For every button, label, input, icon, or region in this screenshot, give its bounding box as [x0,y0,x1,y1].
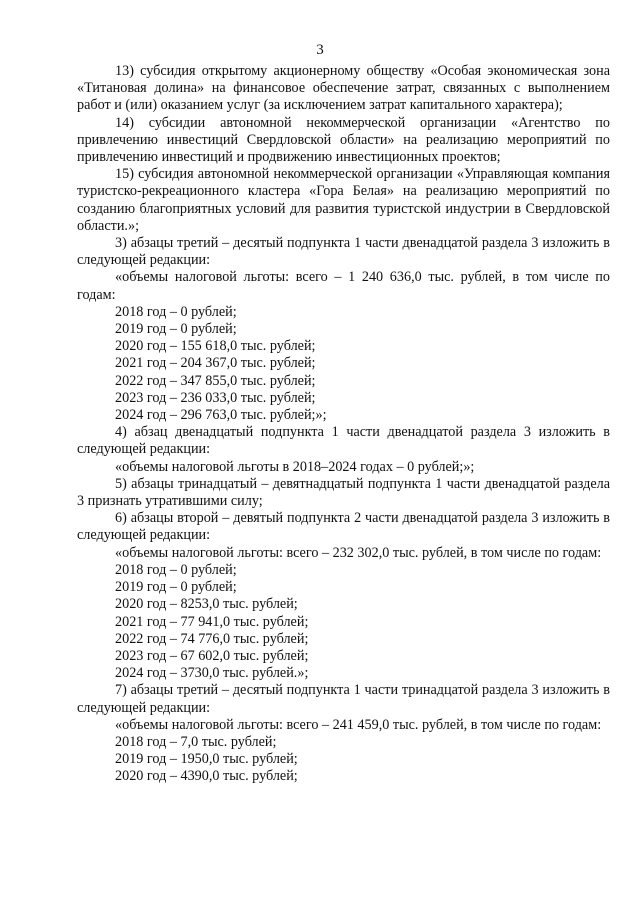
paragraph-item-14: 14) субсидии автономной некоммерческой организации «Агентство по привлечению инвестиций Свердловской области» на реализацию мероприятий по привлечению инвестиций и продвижению инвестиционных проектов; [77,114,610,166]
year-line: 2018 год – 0 рублей; [115,561,237,578]
year-line: 2019 год – 1950,0 тыс. рублей; [115,751,298,768]
paragraph-amendment-3: 3) абзацы третий – десятый подпункта 1 части двенадцатой раздела 3 изложить в следующей редакции: [77,235,610,269]
paragraph-item-13: 13) субсидия открытому акционерному обществу «Особая экономическая зона «Титановая долина» на финансовое обеспечение затрат, связанных с выполнением работ и (или) оказанием услуг (за исключением затрат капитального характера); [77,63,610,114]
document-body [77,63,610,786]
year-line: 2020 год – 8253,0 тыс. рублей; [115,596,298,613]
year-line: 2023 год – 236 033,0 тыс. рублей; [115,389,316,406]
year-line: 2019 год – 0 рублей; [115,579,237,596]
year-line: 2020 год – 4390,0 тыс. рублей; [115,768,298,785]
year-line: 2023 год – 67 602,0 тыс. рублей; [115,647,309,664]
paragraph-tax-total-3: «объемы налоговой льготы: всего – 241 459,0 тыс. рублей, в том числе по годам: [115,716,602,733]
year-line: 2024 год – 296 763,0 тыс. рублей;»; [115,407,327,424]
paragraph-amendment-7: 7) абзацы третий – десятый подпункта 1 части тринадцатой раздела 3 изложить в следующей редакции: [77,682,610,716]
year-line: 2022 год – 74 776,0 тыс. рублей; [115,630,309,647]
page-number: 3 [316,42,324,58]
paragraph-tax-total-1: «объемы налоговой льготы: всего – 1 240 636,0 тыс. рублей, в том числе по годам: [77,269,610,303]
year-line: 2018 год – 0 рублей; [115,303,237,320]
paragraph-item-15: 15) субсидия автономной некоммерческой организации «Управляющая компания туристско-рекреационного кластера «Гора Белая» на реализацию мероприятий по созданию благоприятных условий для развития туристской индустрии в Свердловской области.»; [77,166,610,234]
year-line: 2020 год – 155 618,0 тыс. рублей; [115,338,316,355]
year-line: 2018 год – 7,0 тыс. рублей; [115,733,277,750]
year-line: 2024 год – 3730,0 тыс. рублей.»; [115,665,309,682]
paragraph-amendment-5: 5) абзацы тринадцатый – девятнадцатый подпункта 1 части двенадцатой раздела 3 признать утратившими силу; [77,475,610,510]
year-line: 2021 год – 204 367,0 тыс. рублей; [115,355,316,372]
paragraph-amendment-6: 6) абзацы второй – девятый подпункта 2 части двенадцатой раздела 3 изложить в следующей редакции: [77,510,610,544]
year-line: 2021 год – 77 941,0 тыс. рублей; [115,613,309,630]
paragraph-tax-total-2: «объемы налоговой льготы: всего – 232 302,0 тыс. рублей, в том числе по годам: [115,544,602,561]
paragraph-amendment-4: 4) абзац двенадцатый подпункта 1 части двенадцатой раздела 3 изложить в следующей редакции: [77,424,610,458]
year-line: 2019 год – 0 рублей; [115,321,237,338]
year-line: 2022 год – 347 855,0 тыс. рублей; [115,372,316,389]
paragraph-tax-zero: «объемы налоговой льготы в 2018–2024 годах – 0 рублей;»; [115,458,475,475]
